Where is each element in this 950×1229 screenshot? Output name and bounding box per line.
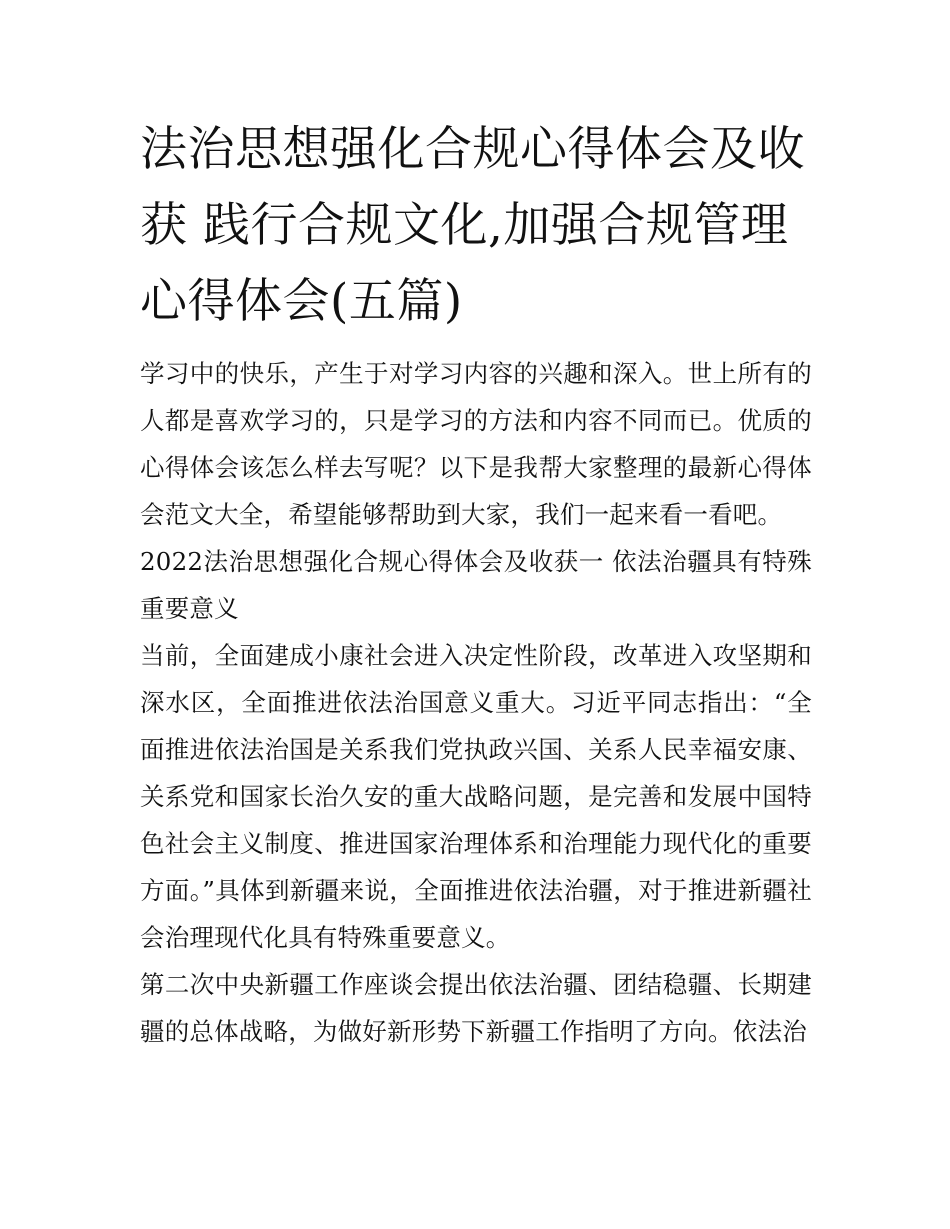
- section-heading: 2022法治思想强化合规心得体会及收获一 依法治疆具有特殊重要意义: [140, 547, 812, 623]
- body-paragraph: 当前，全面建成小康社会进入决定性阶段，改革进入攻坚期和深水区，全面推进依法治国意义重大。习近平同志指出：“全面推进依法治国是关系我们党执政兴国、关系人民幸福安康、关系党和国家长治久安的重大战略问题，是完善和发展中国特色社会主义制度、推进国家治理体系和治理能力现代化的重要方面。”具体到新疆来说，全面推进依法治疆，对于推进新疆社会治理现代化具有特殊重要意义。: [140, 641, 812, 952]
- body-paragraph: 第二次中央新疆工作座谈会提出依法治疆、团结稳疆、长期建疆的总体战略，为做好新形势下新疆工作指明了方向。依法治: [140, 970, 812, 1046]
- document-title: 法治思想强化合规心得体会及收获 践行合规文化,加强合规管理心得体会(五篇): [140, 122, 805, 329]
- intro-paragraph: 学习中的快乐，产生于对学习内容的兴趣和深入。世上所有的人都是喜欢学习的，只是学习的方法和内容不同而已。优质的心得体会该怎么样去写呢？以下是我帮大家整理的最新心得体会范文大全，希望能够帮助到大家，我们一起来看一看吧。: [140, 359, 812, 529]
- document-body: [140, 112, 812, 1055]
